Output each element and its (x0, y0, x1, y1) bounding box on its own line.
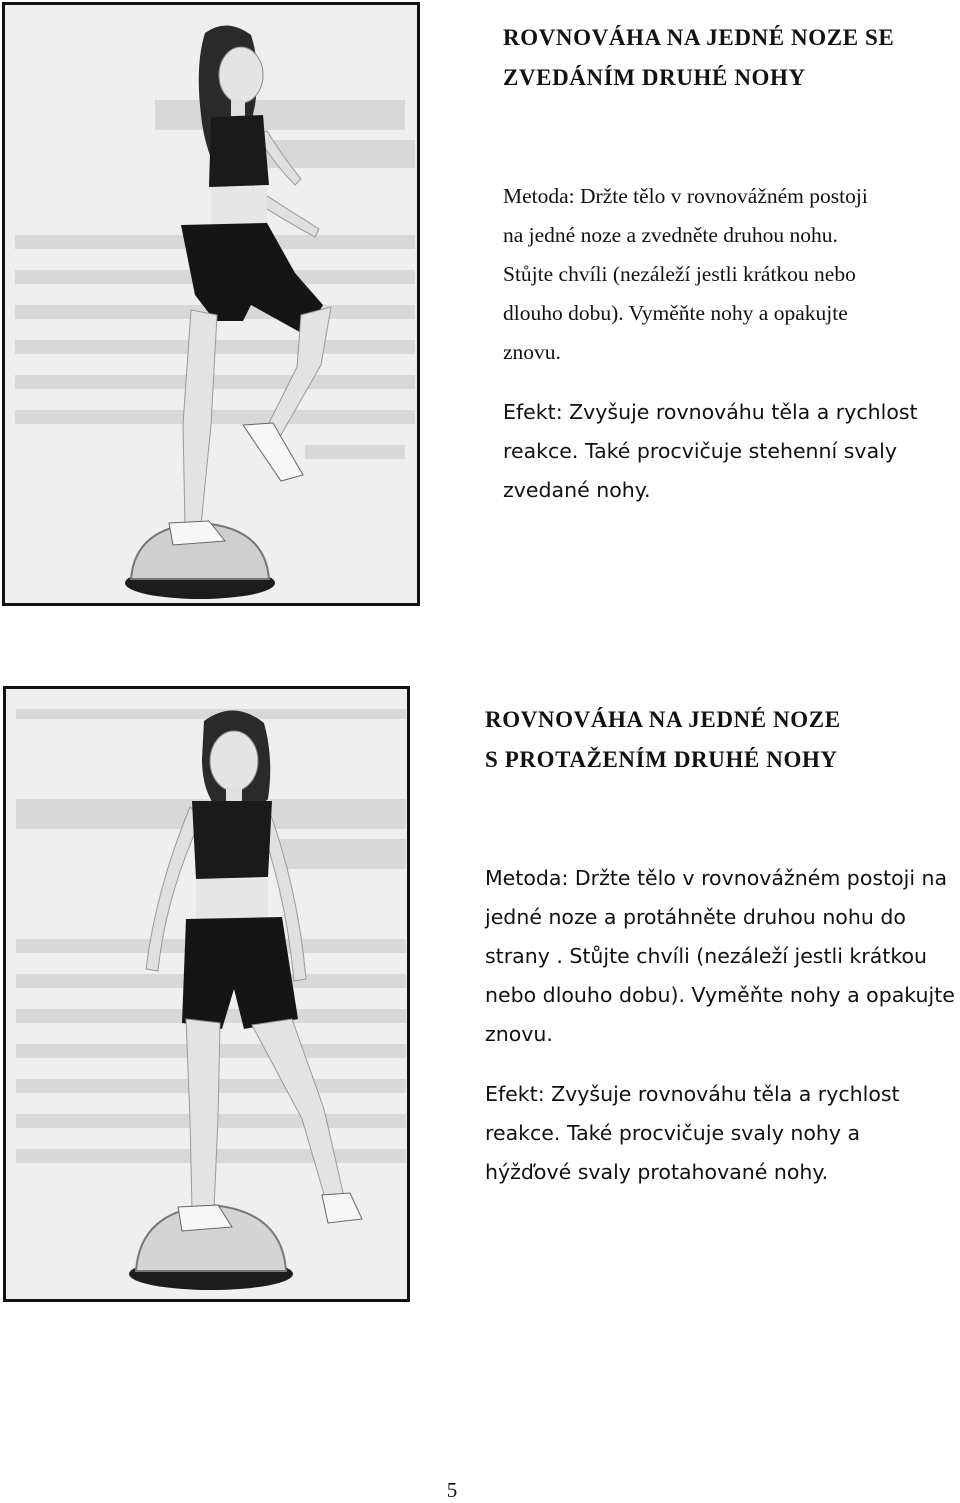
text-line: nebo dlouho dobu). Vyměňte nohy a opakujte (485, 983, 955, 1007)
text-line: znovu. (503, 340, 561, 364)
text-line: znovu. (485, 1022, 553, 1046)
title-line: S PROTAŽENÍM DRUHÉ NOHY (485, 747, 838, 772)
text-line: jedné noze a protáhněte druhou nohu do (485, 905, 906, 929)
text-line: Metoda: Držte tělo v rovnovážném postoji (503, 184, 868, 208)
text-line: zvedané nohy. (503, 478, 651, 502)
text-line: Stůjte chvíli (nezáleží jestli krátkou nebo (503, 262, 856, 286)
text-line: Efekt: Zvyšuje rovnováhu těla a rychlost (485, 1082, 900, 1106)
page-number: 5 (446, 1478, 458, 1502)
text-line: hýžďové svaly protahované nohy. (485, 1160, 829, 1184)
text-line: strany . Stůjte chvíli (nezáleží jestli krátkou (485, 944, 928, 968)
exercise-side-stretch-section (485, 700, 957, 1192)
text-line: dlouho dobu). Vyměňte nohy a opakujte (503, 301, 848, 325)
text-line: reakce. Také procvičuje svaly nohy a (485, 1121, 861, 1145)
exercise-title (485, 700, 957, 780)
text-line: na jedné noze a zvedněte druhou nohu. (503, 223, 838, 247)
title-line: ROVNOVÁHA NA JEDNÉ NOZE (485, 707, 841, 732)
title-line: ZVEDÁNÍM DRUHÉ NOHY (503, 65, 806, 90)
exercise-photo-side-stretch (3, 686, 410, 1302)
text-line: Metoda: Držte tělo v rovnovážném postoji na (485, 866, 948, 890)
exercise-title (503, 18, 953, 98)
text-line: Efekt: Zvyšuje rovnováhu těla a rychlost (503, 400, 918, 424)
title-line: ROVNOVÁHA NA JEDNÉ NOZE SE (503, 25, 895, 50)
method-paragraph (503, 177, 953, 372)
method-paragraph (485, 859, 957, 1054)
exercise-knee-raise-section (503, 18, 953, 510)
effect-paragraph (503, 393, 953, 510)
effect-paragraph (485, 1075, 957, 1192)
text-line: reakce. Také procvičuje stehenní svaly (503, 439, 897, 463)
exercise-photo-knee-raise (2, 2, 420, 606)
